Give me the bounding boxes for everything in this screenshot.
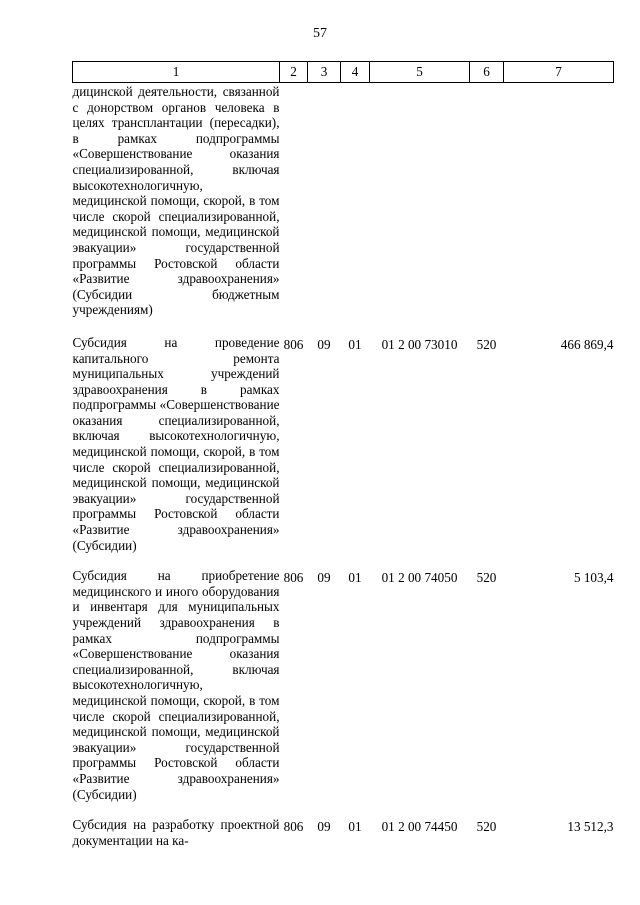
- table-header: [73, 62, 614, 83]
- row-name: Субсидия на разработку проектной документации на ка-: [72, 817, 280, 848]
- header-row: [73, 62, 614, 83]
- table-row: [73, 335, 614, 568]
- header-col-2: 2: [280, 62, 308, 83]
- header-col-1: 1: [73, 62, 280, 83]
- table-row-continuation: [73, 83, 614, 335]
- row-ministry: 806: [283, 570, 304, 586]
- row-target-article: 01 2 00 74450: [381, 819, 458, 835]
- table-row: [73, 568, 614, 817]
- row-amount: 466 869,4: [560, 336, 614, 352]
- row-name: Субсидия на проведение капитального ремонта муниципальных учреждений здравоохранения в рамках подпрограммы «Совершенствование оказания специализированной, включая высокотехнологичную, медицинской помощи, скорой, в том числе скорой специализированной, медицинской помощи, медицинской эвакуации» государственной программы Ростовской области «Развитие здравоохранения» (Субсидии): [72, 334, 280, 553]
- row-target-article: 01 2 00 73010: [381, 336, 458, 352]
- row-subsection: 01: [348, 819, 362, 835]
- row-section: 09: [317, 570, 331, 586]
- row-expense-type: 520: [476, 570, 497, 586]
- header-col-5: 5: [370, 62, 470, 83]
- row-expense-type: 520: [476, 336, 497, 352]
- table-row: [73, 817, 614, 848]
- header-col-4: 4: [341, 62, 370, 83]
- row-name: Субсидия на приобретение медицинского и иного оборудования и инвентаря для муниципальных учреждений здравоохранения в рамках подпрограммы «Совершенствование оказания специализированной, включая высокотехнологичную, медицинской помощи, скорой, в том числе скорой специализированной, медицинской помощи, медицинской эвакуации» государственной программы Ростовской области «Развитие здравоохранения» (Субсидии): [72, 568, 280, 802]
- header-col-6: 6: [470, 62, 504, 83]
- header-col-7: 7: [504, 62, 614, 83]
- row-amount: 13 512,3: [567, 819, 614, 835]
- row-section: 09: [317, 819, 331, 835]
- page-number: 57: [313, 26, 327, 41]
- row-expense-type: 520: [476, 819, 497, 835]
- row-target-article: 01 2 00 74050: [381, 570, 458, 586]
- row-name: дицинской деятельности, связанной с донорством органов человека в целях трансплантации (пересадки), в рамках подпрограммы «Совершенствование оказания специализированной, включая высокотехнологичную, медицинской помощи, скорой, в том числе скорой специализированной, медицинской помощи, медицинской эвакуации» государственной программы Ростовской области «Развитие здравоохранения» (Субсидии бюджетным учреждениям): [72, 84, 280, 318]
- budget-table: [72, 61, 614, 848]
- row-section: 09: [317, 336, 331, 352]
- row-amount: 5 103,4: [573, 570, 614, 586]
- row-ministry: 806: [283, 819, 304, 835]
- row-subsection: 01: [348, 336, 362, 352]
- row-ministry: 806: [283, 336, 304, 352]
- row-subsection: 01: [348, 570, 362, 586]
- header-col-3: 3: [308, 62, 341, 83]
